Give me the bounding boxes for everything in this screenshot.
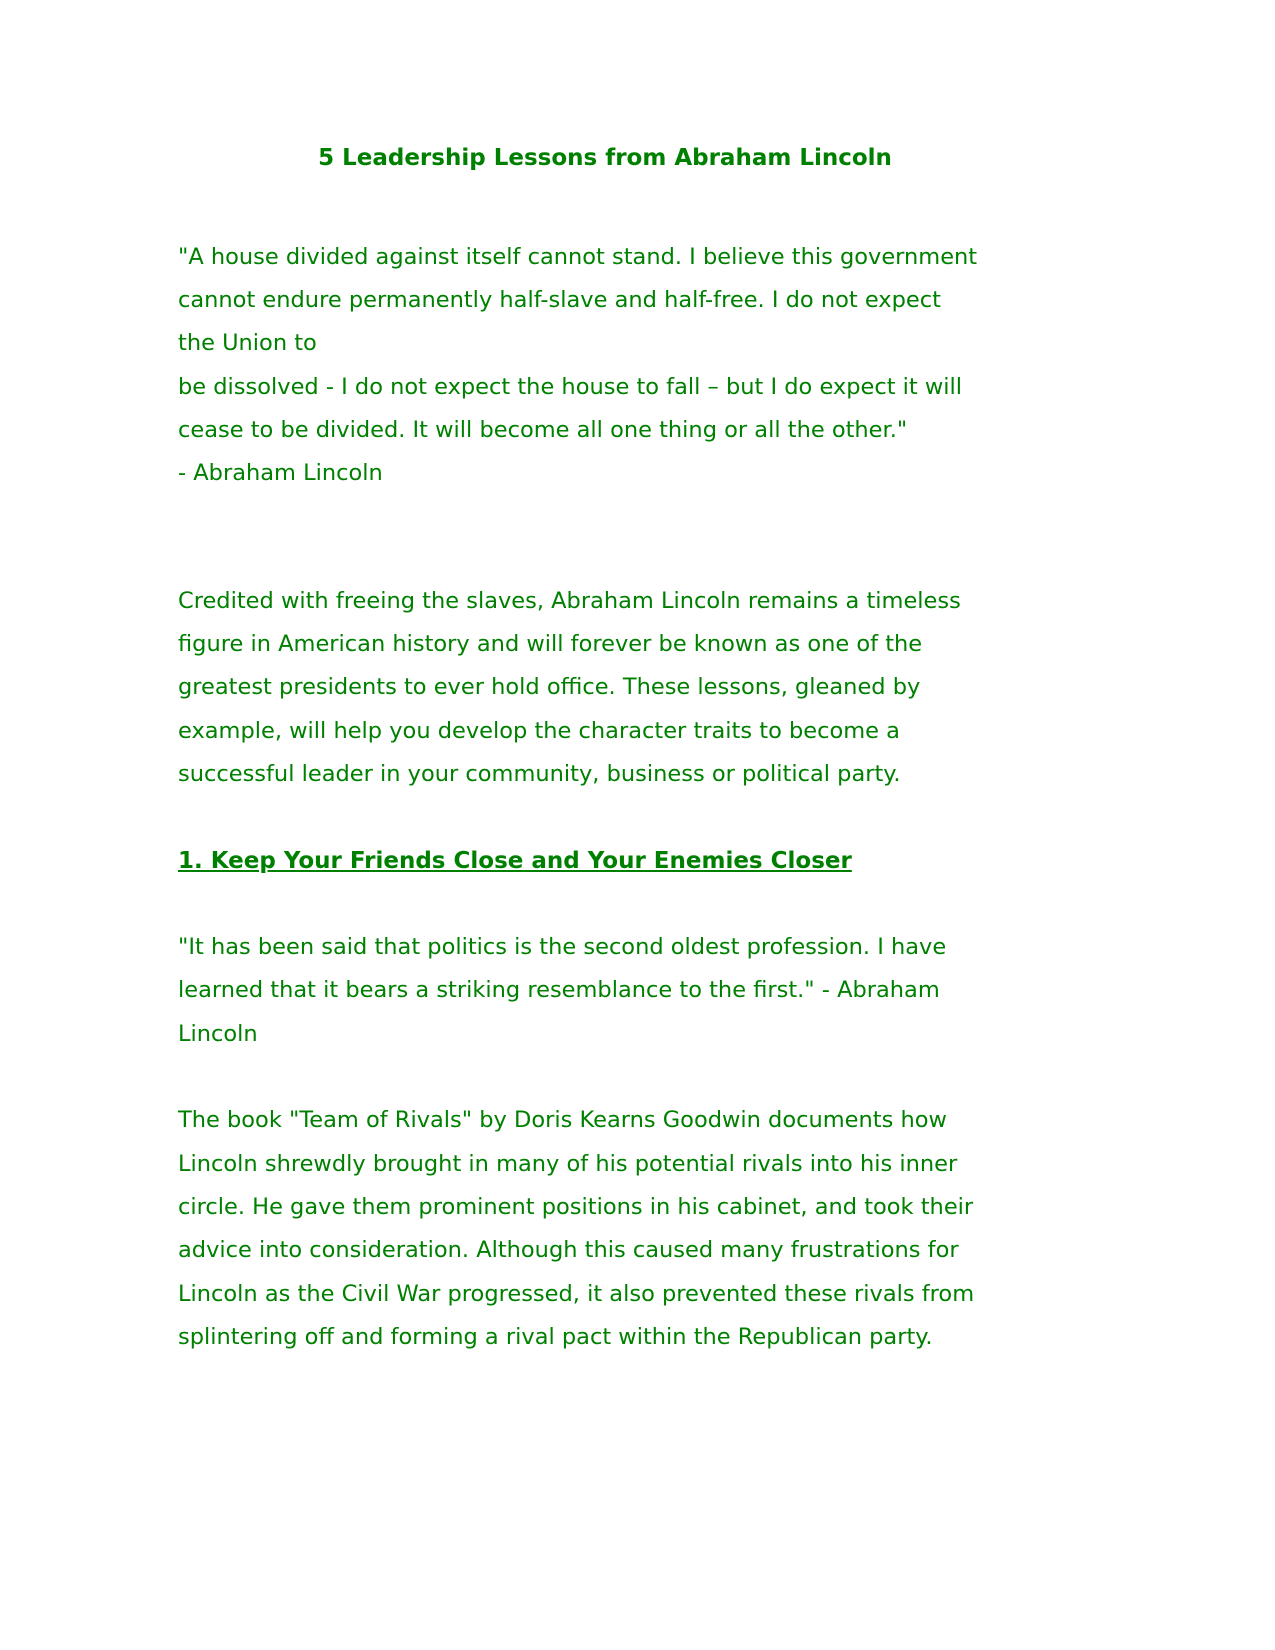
text-line: splintering off and forming a rival pact within the Republican party. xyxy=(178,1324,933,1350)
page-title: 5 Leadership Lessons from Abraham Lincoln xyxy=(318,145,892,171)
text-line: successful leader in your community, business or political party. xyxy=(178,761,901,787)
text-line: figure in American history and will forever be known as one of the xyxy=(178,631,923,657)
text-line: the Union to xyxy=(178,330,317,356)
text-line: The book "Team of Rivals" by Doris Kearns Goodwin documents how xyxy=(178,1107,947,1133)
text-line: Lincoln xyxy=(178,1021,258,1047)
text-line: "A house divided against itself cannot stand. I believe this government xyxy=(178,244,978,270)
text-line: example, will help you develop the character traits to become a xyxy=(178,718,900,744)
text-line: Lincoln as the Civil War progressed, it also prevented these rivals from xyxy=(178,1281,975,1307)
text-line: advice into consideration. Although this caused many frustrations for xyxy=(178,1237,959,1263)
text-line: learned that it bears a striking resemblance to the first." - Abraham xyxy=(178,977,940,1003)
text-line: - Abraham Lincoln xyxy=(178,460,383,486)
text-line: Lincoln shrewdly brought in many of his potential rivals into his inner xyxy=(178,1151,958,1177)
text-line: cannot endure permanently half-slave and half-free. I do not expect xyxy=(178,287,941,313)
text-line: be dissolved - I do not expect the house to fall – but I do expect it will xyxy=(178,374,963,400)
text-line: cease to be divided. It will become all one thing or all the other." xyxy=(178,417,908,443)
text-line: circle. He gave them prominent positions in his cabinet, and took their xyxy=(178,1194,974,1220)
text-line: "It has been said that politics is the second oldest profession. I have xyxy=(178,934,947,960)
text-line: Credited with freeing the slaves, Abraham Lincoln remains a timeless xyxy=(178,588,961,614)
text-line: greatest presidents to ever hold office. These lessons, gleaned by xyxy=(178,674,921,700)
lesson-1-heading: 1. Keep Your Friends Close and Your Enemies Closer xyxy=(178,848,852,874)
